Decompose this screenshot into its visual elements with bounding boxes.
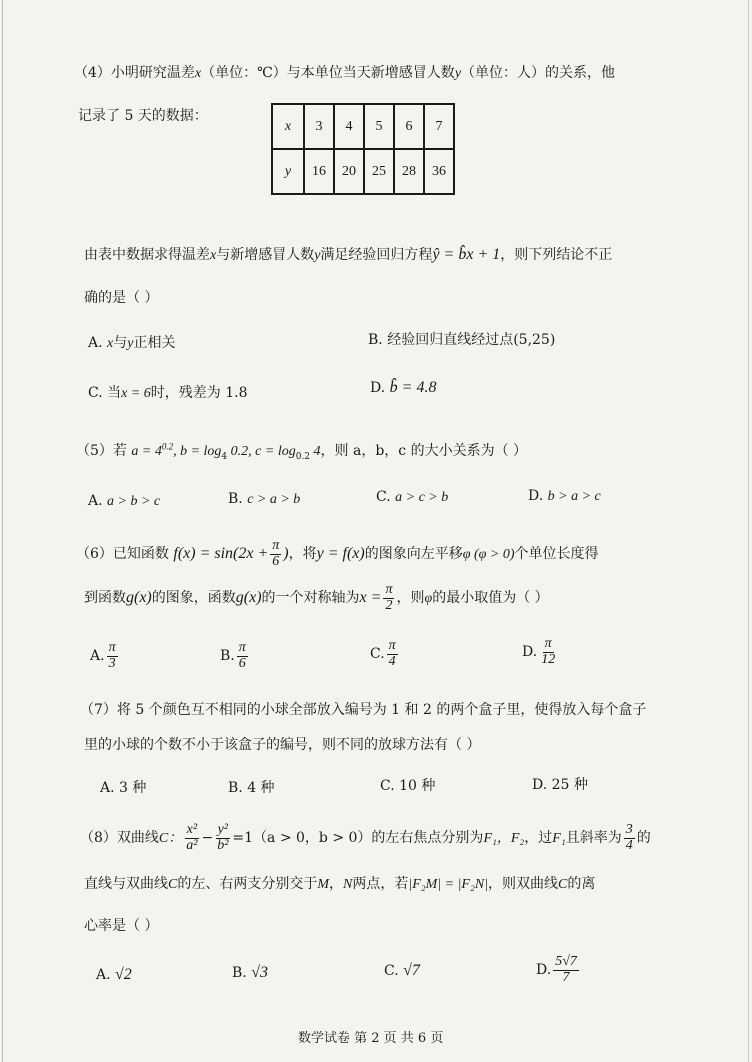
q6-option-a[interactable]	[90, 636, 120, 676]
q6-fraction	[270, 539, 281, 569]
option-text: a > c > b	[395, 490, 449, 505]
option-label: C.	[370, 646, 385, 662]
option-label: A.	[88, 493, 103, 509]
frac-den: 3	[108, 655, 116, 671]
q6-option-b[interactable]	[220, 636, 250, 676]
option-text: 25 种	[551, 777, 588, 793]
q6-option-d[interactable]	[522, 632, 559, 672]
frac-den: 4	[625, 837, 633, 853]
option-label: C.	[376, 489, 391, 505]
q6-axis-fraction	[383, 583, 394, 613]
option-var: x	[107, 336, 114, 351]
q8-text: ，过	[524, 830, 553, 846]
option-label: D.	[370, 380, 386, 396]
q8-prefix: （8）双曲线	[80, 830, 159, 846]
frac-num: π	[272, 537, 280, 553]
q7-line1: （7）将 5 个颜色互不相同的小球全部放入编号为 1 和 2 的两个盒子里，使得放入每个盒子	[80, 702, 647, 718]
q4-l3-a: 由表中数据求得温差	[84, 247, 210, 263]
option-label: B.	[228, 491, 243, 507]
q4-text-b: （单位：℃）与本单位当天新增感冒人数	[201, 65, 455, 81]
q4-l3-d: ，则下列结论不正	[500, 247, 613, 263]
frac-den: 7	[562, 969, 570, 985]
q4-var-y: y	[454, 66, 462, 81]
q6-gx: g(x)	[126, 589, 152, 606]
page-footer: 数学试卷 第 2 页 共 6 页	[298, 1031, 444, 1046]
q6-phi: φ (φ > 0)	[462, 547, 515, 562]
q6-prefix: （6）已知函数	[76, 546, 169, 562]
option-label: C.	[380, 778, 395, 794]
frac-num: π	[544, 635, 552, 651]
option-text: 10 种	[399, 778, 436, 794]
option-text: √2	[115, 966, 132, 983]
q5-expr-b: , b = log	[173, 444, 222, 459]
option-label: B.	[220, 648, 235, 664]
option-text: 4 种	[247, 780, 275, 796]
q8-var: M	[317, 877, 330, 892]
q8-line1	[80, 816, 651, 861]
option-text: √3	[251, 964, 268, 981]
q5-sub: 4	[221, 451, 228, 462]
table-cell: 7	[424, 104, 454, 149]
q8-curve-name: C：	[158, 831, 183, 846]
q8-text: 的	[636, 830, 651, 846]
q4-var-x: x	[194, 66, 202, 81]
option-label: A.	[100, 780, 115, 796]
q5-expr-c2: 4	[310, 444, 321, 459]
option-label: D.	[536, 962, 552, 978]
q6-function: f(x) = sin(2x +	[173, 545, 269, 562]
table-cell: 16	[304, 149, 334, 194]
option-eq: b̂ = 4.8	[389, 379, 437, 396]
frac-den: 12	[541, 651, 556, 667]
option-label: B.	[232, 965, 247, 981]
q5-prefix: （5）若	[76, 443, 127, 459]
q6-text: 的最小取值为（ ）	[432, 590, 549, 606]
q6-axis: x =	[359, 589, 382, 606]
table-header-y: y	[272, 149, 304, 194]
q4-line3	[84, 244, 612, 264]
q8-text: 的左、右两支分别交于	[177, 876, 318, 892]
option-label: C.	[88, 385, 103, 401]
frac-num: π	[108, 639, 116, 655]
q6-text: 的图象，函数	[151, 590, 236, 606]
q6-line2	[84, 576, 549, 621]
q8-text: =1（a > 0，b > 0）的左右焦点分别为	[232, 830, 484, 846]
table-header-x: x	[272, 104, 304, 149]
q8-var: C	[168, 877, 178, 892]
q5-expr-a: a = 4	[131, 444, 162, 459]
q7-line2: 里的小球的个数不小于该盒子的编号，则不同的放球方法有（ ）	[84, 737, 481, 753]
option-text: b > a > c	[547, 489, 601, 504]
frac-num: x²	[186, 821, 198, 837]
q4-option-a[interactable]	[88, 332, 175, 352]
q8-f1: F₁	[552, 831, 566, 846]
q4-option-b[interactable]	[368, 329, 555, 349]
q6-text: 到函数	[84, 590, 126, 606]
q8-var: N	[343, 877, 353, 892]
q6-option-c[interactable]	[370, 634, 400, 674]
q4-line1	[74, 62, 615, 82]
q4-l3-c: 满足经验回归方程	[320, 247, 433, 263]
q5-option-c[interactable]	[376, 489, 448, 506]
q4-l3-y: y	[314, 248, 321, 263]
frac-den: 6	[272, 553, 280, 569]
option-eq: x = 6	[121, 386, 151, 401]
option-text: √7	[403, 962, 420, 979]
option-text: c > a > b	[247, 492, 301, 507]
q8-text: 的离	[567, 876, 596, 892]
option-text: 经验回归直线经过点(5,25)	[387, 332, 556, 348]
q4-text-a: （4）小明研究温差	[74, 65, 195, 81]
table-cell: 5	[364, 104, 394, 149]
q6-line1	[76, 532, 599, 577]
option-text: 3 种	[119, 780, 147, 796]
table-row-x	[272, 104, 454, 149]
option-label: D.	[532, 777, 548, 793]
table-row-y	[272, 149, 454, 194]
q8-option-d[interactable]	[536, 950, 581, 990]
q8-condition: |F₂M| = |F₂N|	[408, 877, 489, 892]
q6-text: 的图象向左平移	[364, 546, 463, 562]
q4-text-c: （单位：人）的关系，他	[461, 65, 616, 81]
q8-slope-fraction	[624, 823, 635, 853]
q4-option-c[interactable]	[88, 382, 248, 402]
q8-option-a[interactable]	[96, 966, 132, 984]
q4-option-d[interactable]	[370, 379, 436, 397]
q4-regression-equation: ŷ = b̂x + 1	[432, 246, 501, 263]
option-fraction	[387, 639, 398, 669]
q8-option-c[interactable]	[384, 962, 420, 980]
q6-text: ，将	[288, 546, 317, 562]
q5-option-a[interactable]	[88, 493, 160, 510]
q4-line4: 确的是（ ）	[84, 290, 159, 306]
frac-num: π	[385, 581, 393, 597]
q4-l3-b: 与新增感冒人数	[216, 247, 315, 263]
q8-fraction-x	[184, 823, 199, 853]
q6-text: 的一个对称轴为	[261, 590, 360, 606]
q5-expr-b2: 0.2, c = log	[227, 444, 296, 459]
option-label: C.	[384, 963, 399, 979]
frac-den: 4	[388, 653, 396, 669]
q8-minus: −	[201, 830, 214, 846]
q8-text: ，则双曲线	[488, 876, 559, 892]
q8-text: ，	[329, 876, 344, 892]
q8-text: 两点，若	[352, 876, 409, 892]
q5-stem	[76, 440, 527, 462]
q4-line2: 记录了 5 天的数据：	[78, 108, 208, 124]
q4-data-table	[271, 103, 455, 195]
option-label: A.	[90, 648, 105, 664]
frac-den: b²	[217, 837, 229, 853]
frac-num: π	[238, 639, 246, 655]
q8-line3: 心率是（ ）	[84, 918, 159, 934]
q4-l3-x: x	[210, 248, 217, 263]
q8-var: C	[558, 877, 568, 892]
option-label: A.	[96, 967, 111, 983]
q7-option-a[interactable]	[100, 777, 146, 797]
option-fraction	[107, 641, 118, 671]
table-cell: 3	[304, 104, 334, 149]
table-cell: 25	[364, 149, 394, 194]
table-cell: 20	[334, 149, 364, 194]
frac-den: a²	[186, 837, 198, 853]
option-label: D.	[528, 488, 544, 504]
q5-suffix: ，则 a，b，c 的大小关系为（ ）	[320, 443, 528, 459]
option-label: D.	[522, 644, 538, 660]
q7-option-c[interactable]	[380, 775, 435, 795]
frac-den: 2	[385, 597, 393, 613]
frac-num: 5√7	[555, 953, 577, 969]
table-cell: 4	[334, 104, 364, 149]
table-cell: 6	[394, 104, 424, 149]
q8-text: 直线与双曲线	[84, 876, 168, 892]
option-text: 时，残差为 1.8	[150, 385, 248, 401]
option-label: B.	[368, 332, 383, 348]
q5-option-d[interactable]	[528, 488, 601, 505]
q8-text: 且斜率为	[565, 830, 622, 846]
frac-num: π	[388, 637, 396, 653]
q5-sub: 0.2	[295, 451, 311, 462]
option-text: 当	[107, 385, 122, 401]
frac-num: y²	[217, 821, 229, 837]
frac-num: 3	[625, 821, 633, 837]
q6-eq: y = f(x)	[316, 545, 365, 562]
q6-text: 个单位长度得	[514, 546, 599, 562]
q8-line2	[84, 873, 595, 893]
option-fraction	[539, 637, 557, 667]
option-label: B.	[228, 780, 243, 796]
q7-option-b[interactable]	[228, 777, 275, 797]
option-fraction	[237, 641, 248, 671]
q8-foci: F₁，F₂	[483, 831, 525, 846]
frac-den: 6	[238, 655, 246, 671]
scan-edge-left	[2, 0, 3, 1062]
option-text: 正相关	[133, 335, 176, 351]
option-text: 与	[113, 335, 128, 351]
q5-option-b[interactable]	[228, 491, 300, 508]
option-fraction	[553, 955, 579, 985]
q6-phi: φ	[424, 591, 433, 606]
table-cell: 28	[394, 149, 424, 194]
option-text: a > b > c	[107, 494, 161, 509]
q6-close: )	[283, 545, 289, 562]
q7-option-d[interactable]	[532, 774, 588, 794]
scan-edge-right	[748, 0, 749, 1062]
q6-gx: g(x)	[235, 589, 262, 606]
option-label: A.	[88, 335, 103, 351]
table-cell: 36	[424, 149, 454, 194]
q5-exp: 0.2	[161, 441, 174, 452]
option-var: y	[127, 336, 134, 351]
q8-option-b[interactable]	[232, 964, 268, 982]
q6-text: ，则	[396, 590, 425, 606]
q8-fraction-y	[215, 823, 230, 853]
